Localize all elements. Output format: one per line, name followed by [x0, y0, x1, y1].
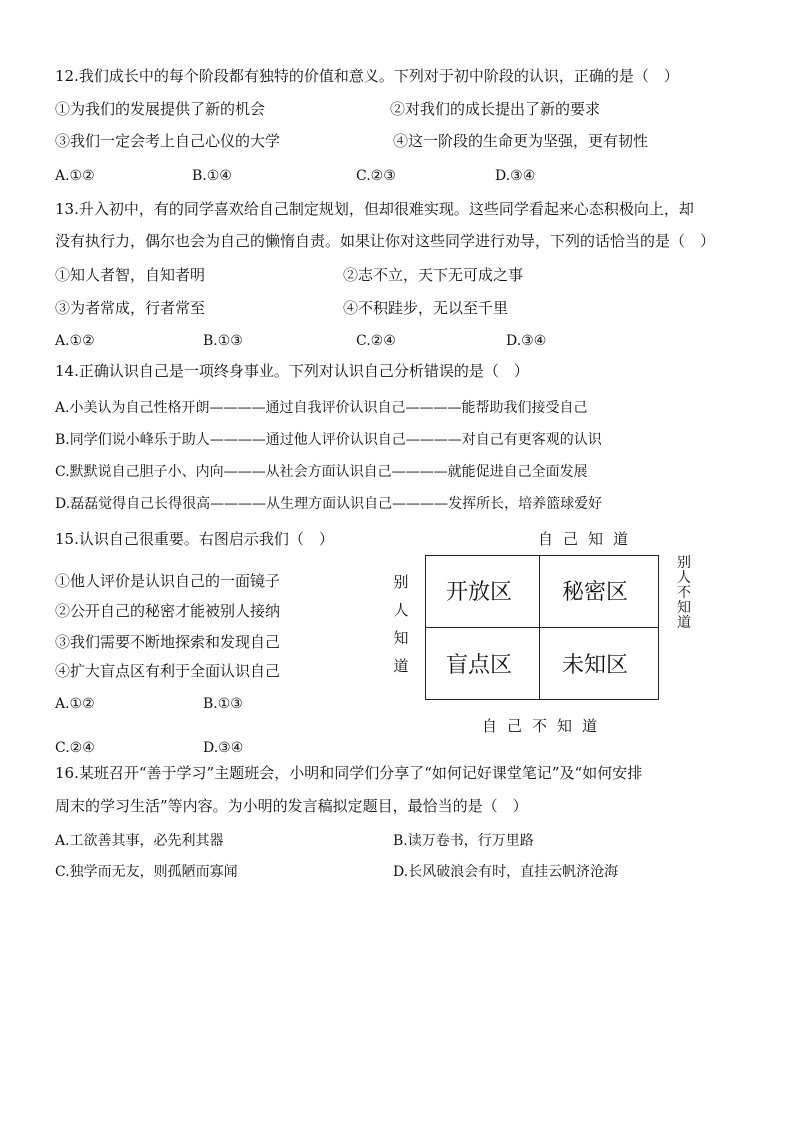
- johari-blind-area: 盲点区: [446, 653, 513, 678]
- q12-option-b: B.①④: [192, 168, 232, 184]
- q13-option-a: A.①②: [55, 333, 95, 349]
- q15-statement-4: ④扩大盲点区有利于全面认识自己: [55, 662, 281, 680]
- q15-option-d: D.③④: [203, 740, 244, 756]
- q16-stem-line1: 16.某班召开“善于学习”主题班会，小明和同学们分享了“如何记好课堂笔记”及“如何安排: [55, 764, 643, 782]
- q16-option-c: C.独学而无友，则孤陋而寡闻: [55, 864, 238, 880]
- q15-option-b: B.①③: [203, 696, 243, 712]
- q15-option-a: A.①②: [55, 696, 95, 712]
- q13-stem-line1: 13.升入初中，有的同学喜欢给自己制定规划，但却很难实现。这些同学看起来心态积极向上，却: [55, 200, 694, 218]
- johari-bottom-label: 自己不知道: [482, 717, 608, 735]
- q12-statement-3: ③我们一定会考上自己心仪的大学: [55, 132, 281, 150]
- q14-option-b: B.同学们说小峰乐于助人————通过他人评价认识自己————对自己有更客观的认识: [55, 432, 602, 448]
- q15-statement-3: ③我们需要不断地探索和发现自己: [55, 633, 281, 651]
- johari-right-label: 别人不知道: [677, 555, 691, 631]
- q12-option-c: C.②③: [356, 168, 396, 184]
- johari-open-area: 开放区: [446, 580, 513, 605]
- johari-left-label: 别人知道: [393, 573, 409, 675]
- q12-option-a: A.①②: [55, 168, 95, 184]
- q14-option-d: D.磊磊觉得自己长得很高————从生理方面认识自己————发挥所长，培养篮球爱好: [55, 496, 603, 512]
- q13-option-b: B.①③: [203, 333, 243, 349]
- johari-secret-area: 秘密区: [562, 580, 629, 605]
- q15-statement-1: ①他人评价是认识自己的一面镜子: [55, 572, 281, 590]
- q15-option-c: C.②④: [55, 740, 95, 756]
- q15-stem: 15.认识自己很重要。右图启示我们（ ）: [55, 530, 334, 548]
- q12-option-d: D.③④: [495, 168, 536, 184]
- q13-statement-2: ②志不立，天下无可成之事: [343, 266, 524, 284]
- q14-option-c: C.默默说自己胆子小、内向———从社会方面认识自己————就能促进自己全面发展: [55, 464, 588, 480]
- q16-option-a: A.工欲善其事，必先利其器: [55, 833, 224, 849]
- q12-stem: 12.我们成长中的每个阶段都有独特的价值和意义。下列对于初中阶段的认识，正确的是（ ）: [55, 67, 679, 85]
- q14-stem: 14.正确认识自己是一项终身事业。下列对认识自己分析错误的是（ ）: [55, 362, 529, 380]
- q13-option-d: D.③④: [506, 333, 547, 349]
- johari-unknown-area: 未知区: [562, 653, 629, 678]
- q13-statement-1: ①知人者智，自知者明: [55, 266, 206, 284]
- q13-stem-line2: 没有执行力，偶尔也会为自己的懒惰自责。如果让你对这些同学进行劝导，下列的话恰当的是（ ）: [55, 232, 716, 250]
- q13-statement-3: ③为者常成，行者常至: [55, 299, 206, 317]
- johari-top-label: 自己知道: [538, 530, 639, 548]
- johari-horizontal-divider: [426, 627, 658, 628]
- q12-statement-1: ①为我们的发展提供了新的机会: [55, 100, 266, 118]
- q15-statement-2: ②公开自己的秘密才能被别人接纳: [55, 602, 281, 620]
- q16-option-b: B.读万卷书，行万里路: [393, 833, 534, 849]
- q13-option-c: C.②④: [356, 333, 396, 349]
- q12-statement-2: ②对我们的成长提出了新的要求: [390, 100, 601, 118]
- q12-statement-4: ④这一阶段的生命更为坚强，更有韧性: [393, 132, 649, 150]
- q14-option-a: A.小美认为自己性格开朗————通过自我评价认识自己————能帮助我们接受自己: [55, 400, 588, 416]
- q16-stem-line2: 周末的学习生活”等内容。为小明的发言稿拟定题目，最恰当的是（ ）: [55, 797, 528, 815]
- q13-statement-4: ④不积跬步，无以至千里: [343, 299, 509, 317]
- johari-window: [425, 555, 659, 700]
- q16-option-d: D.长风破浪会有时，直挂云帆济沧海: [393, 864, 619, 880]
